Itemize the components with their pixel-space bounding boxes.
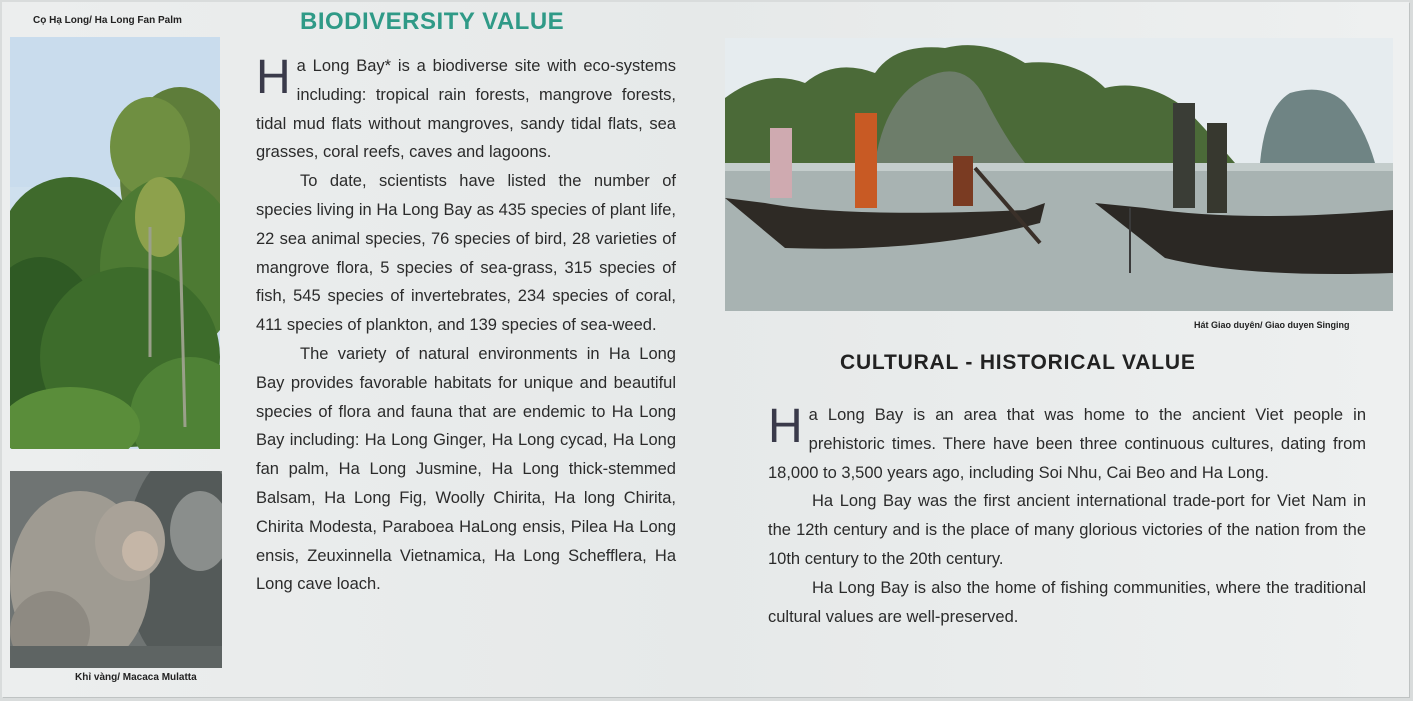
- biodiversity-paragraph-2: To date, scientists have listed the number of species living in Ha Long Bay as 435 species of plant life, 22 sea animal species, 76 species of bird, 28 varieties of mangrove flora, 5 species of sea-grass, 315 species of fish, 545 species of invertebrates, 234 species of coral, 411 species of plankton, and 139 species of sea-weed.: [256, 172, 676, 335]
- cultural-paragraph-3: Ha Long Bay is also the home of fishing communities, where the traditional cultural values are well-preserved.: [768, 578, 1366, 626]
- singing-boats-photo: [725, 38, 1393, 311]
- dropcap-letter: H: [768, 400, 803, 453]
- cultural-paragraph-1: a Long Bay is an area that was home to the ancient Viet people in prehistoric times. There have been three continuous cultures, dating from 18,000 to 3,500 years ago, including Soi Nhu, Cai Beo and Ha Long.: [768, 406, 1366, 482]
- biodiversity-heading: BIODIVERSITY VALUE: [300, 8, 565, 35]
- cultural-heading: CULTURAL - HISTORICAL VALUE: [840, 351, 1196, 374]
- biodiversity-paragraph-1: a Long Bay* is a biodiverse site with eco-systems including: tropical rain forests, mangrove forests, tidal mud flats without mangroves, sandy tidal flats, sea grasses, coral reefs, caves and lagoons.: [256, 57, 676, 162]
- monkey-caption: Khỉ vàng/ Macaca Mulatta: [75, 672, 197, 683]
- cultural-text: [768, 401, 1366, 631]
- cultural-paragraph-2: Ha Long Bay was the first ancient international trade-port for Viet Nam in the 12th century and is the place of many glorious victories of the nation from the 10th century to the 20th century.: [768, 492, 1366, 568]
- biodiversity-text: [256, 52, 676, 599]
- biodiversity-paragraph-3: The variety of natural environments in Ha Long Bay provides favorable habitats for unique and beautiful species of flora and fauna that are endemic to Ha Long Bay including: Ha Long Ginger, Ha Long cycad, Ha Long fan palm, Ha Long Jusmine, Ha Long thick-stemmed Balsam, Ha Long Fig, Woolly Chirita, Ha long Chirita, Chirita Modesta, Paraboea HaLong ensis, Pilea Ha Long ensis, Zeuxinnella Vietnamica, Ha Long Schefflera, Ha Long cave loach.: [256, 344, 676, 594]
- palm-caption: Cọ Hạ Long/ Ha Long Fan Palm: [33, 15, 182, 26]
- fan-palm-photo: [10, 37, 220, 449]
- monkey-photo: [10, 471, 222, 668]
- dropcap-letter: H: [256, 51, 291, 104]
- singing-caption: Hát Giao duyên/ Giao duyen Singing: [1194, 320, 1350, 330]
